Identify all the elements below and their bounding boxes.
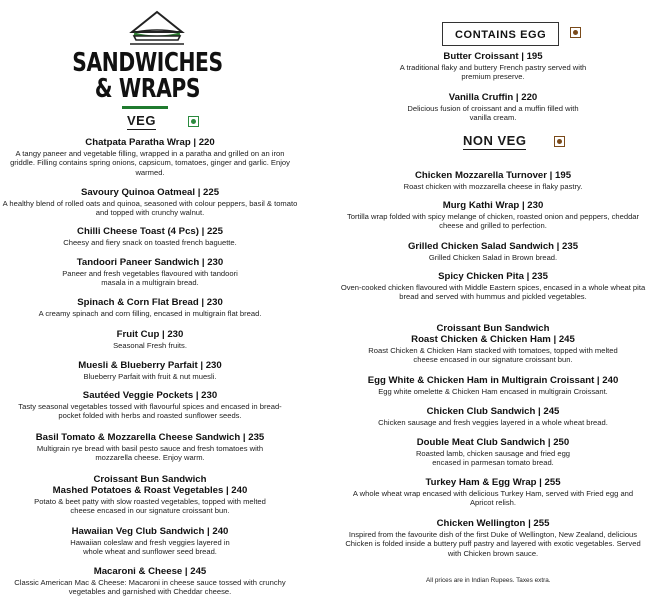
item-name: Butter Croissant | 195 bbox=[443, 51, 543, 62]
item-description: Delicious fusion of croissant and a muffin filled with vanilla cream. bbox=[407, 104, 579, 123]
item-description: Classic American Mac & Cheese: Macaroni in cheese sauce tossed with crunchy vegetables and garnished with Cheddar cheese. bbox=[14, 578, 286, 597]
item-description: Oven-cooked chicken flavoured with Middle Eastern spices, encased in a whole wheat pita bread and served with hummus and pickled vegetables. bbox=[340, 283, 646, 302]
item-description: Cheesy and fiery snack on toasted french baguette. bbox=[63, 238, 237, 247]
menu-item-nonveg-9 bbox=[338, 477, 648, 508]
menu-item-veg-4 bbox=[0, 257, 300, 288]
menu-item-veg-1 bbox=[0, 137, 300, 177]
nonveg-symbol-icon bbox=[554, 136, 565, 147]
menu-item-nonveg-8 bbox=[338, 437, 648, 468]
item-description: A traditional flaky and buttery French pastry served with premium preserve. bbox=[399, 63, 587, 82]
item-name: Macaroni & Cheese | 245 bbox=[93, 566, 207, 577]
item-description: Tortilla wrap folded with spicy melange of chicken, roasted onion and peppers, cheddar cheese and grilled to perfection. bbox=[346, 212, 640, 231]
item-description: Roasted lamb, chicken sausage and fried egg encased in parmesan tomato bread. bbox=[415, 449, 571, 468]
item-name: Savoury Quinoa Oatmeal | 225 bbox=[80, 187, 220, 198]
veg-symbol-icon bbox=[188, 116, 199, 127]
item-name: Egg White & Chicken Ham in Multigrain Croissant | 240 bbox=[367, 375, 619, 386]
menu-item-egg-2 bbox=[338, 92, 648, 123]
item-description: Egg white omelette & Chicken Ham encased in multigrain Croissant. bbox=[378, 387, 608, 396]
item-description: Grilled Chicken Salad in Brown bread. bbox=[428, 253, 558, 262]
item-description: Hawaiian coleslaw and fresh veggies layered in whole wheat and sunflower seed bread. bbox=[70, 538, 230, 557]
veg-heading-label: VEG bbox=[127, 113, 156, 128]
menu-item-veg-3 bbox=[0, 226, 300, 247]
menu-item-veg-9 bbox=[0, 432, 300, 463]
menu-item-nonveg-4 bbox=[338, 271, 648, 302]
item-name: Hawaiian Veg Club Sandwich | 240 bbox=[71, 526, 229, 537]
nonveg-section-heading bbox=[463, 133, 565, 150]
item-name: Croissant Bun Sandwich Roast Chicken & Chicken Ham | 245 bbox=[411, 323, 575, 345]
item-description: A healthy blend of rolled oats and quinoa, seasoned with colour peppers, basil & tomato and topped with crunchy walnut. bbox=[2, 199, 298, 218]
page-title-line2: & WRAPS bbox=[94, 74, 201, 104]
menu-item-nonveg-6 bbox=[338, 375, 648, 396]
item-name: Croissant Bun Sandwich Mashed Potatoes & Roast Vegetables | 240 bbox=[52, 474, 248, 496]
page-title-line1: SANDWICHES bbox=[72, 48, 223, 78]
item-name: Basil Tomato & Mozzarella Cheese Sandwich | 235 bbox=[35, 432, 265, 443]
item-description: Inspired from the favourite dish of the first Duke of Wellington, New Zealand, delicious Chicken is folded inside a buttery puff pastry and layered with exotic vegetables. Served with Chicken brown sauce. bbox=[345, 530, 641, 558]
menu-item-nonveg-3 bbox=[338, 241, 648, 262]
item-description: A whole wheat wrap encased with delicious Turkey Ham, served with Fried egg and Apricot relish. bbox=[352, 489, 634, 508]
menu-item-veg-5 bbox=[0, 297, 300, 318]
item-name: Chicken Club Sandwich | 245 bbox=[426, 406, 560, 417]
item-name: Double Meat Club Sandwich | 250 bbox=[416, 437, 570, 448]
item-description: Potato & beet patty with slow roasted vegetables, topped with melted cheese encased in our signature croissant bun. bbox=[34, 497, 266, 516]
menu-item-veg-2 bbox=[0, 187, 300, 218]
menu-item-veg-11 bbox=[0, 526, 300, 557]
item-description: Blueberry Parfait with fruit & nut muesli. bbox=[83, 372, 217, 381]
menu-item-veg-8 bbox=[0, 390, 300, 421]
item-name: Muesli & Blueberry Parfait | 230 bbox=[78, 360, 222, 371]
item-description: A tangy paneer and vegetable filling, wrapped in a paratha and grilled on an iron griddle. Filling contains spring onions, capsicum, tomatoes, ginger and garlic. Enjoy warmed. bbox=[10, 149, 290, 177]
menu-item-nonveg-10 bbox=[338, 518, 648, 558]
item-description: Multigrain rye bread with basil pesto sauce and fresh tomatoes with mozzarella cheese. Enjoy warm. bbox=[36, 444, 264, 463]
footer-note: All prices are in Indian Rupees. Taxes extra. bbox=[426, 577, 551, 584]
nonveg-heading-label: NON VEG bbox=[463, 133, 527, 148]
item-description: A creamy spinach and corn filling, encased in multigrain flat bread. bbox=[38, 309, 262, 318]
menu-item-nonveg-2 bbox=[338, 200, 648, 231]
egg-symbol-icon bbox=[570, 27, 581, 38]
sandwich-icon bbox=[126, 6, 188, 48]
item-name: Murg Kathi Wrap | 230 bbox=[442, 200, 544, 211]
item-name: Chilli Cheese Toast (4 Pcs) | 225 bbox=[77, 226, 223, 237]
item-name: Spinach & Corn Flat Bread | 230 bbox=[77, 297, 223, 308]
menu-item-nonveg-5 bbox=[338, 323, 648, 365]
item-name: Tandoori Paneer Sandwich | 230 bbox=[76, 257, 224, 268]
item-name: Spicy Chicken Pita | 235 bbox=[438, 271, 548, 282]
menu-item-veg-10 bbox=[0, 474, 300, 516]
item-description: Roast Chicken & Chicken Ham stacked with tomatoes, topped with melted cheese encased in our signature croissant bun. bbox=[368, 346, 618, 365]
item-description: Roast chicken with mozzarella cheese in flaky pastry. bbox=[403, 182, 583, 191]
menu-item-nonveg-7 bbox=[338, 406, 648, 427]
item-name: Chicken Wellington | 255 bbox=[436, 518, 550, 529]
menu-item-nonveg-1 bbox=[338, 170, 648, 191]
menu-item-veg-12 bbox=[0, 566, 300, 597]
item-description: Tasty seasonal vegetables tossed with flavourful spices and encased in bread-pocket folded with herbs and roasted sunflower seeds. bbox=[18, 402, 282, 421]
veg-section-heading bbox=[127, 113, 199, 130]
title-divider bbox=[122, 106, 168, 109]
contains-egg-heading: CONTAINS EGG bbox=[455, 29, 547, 41]
item-description: Paneer and fresh vegetables flavoured with tandoori masala in a multigrain bread. bbox=[62, 269, 238, 288]
item-name: Chicken Mozzarella Turnover | 195 bbox=[414, 170, 572, 181]
menu-item-veg-6 bbox=[0, 329, 300, 350]
item-description: Seasonal Fresh fruits. bbox=[113, 341, 187, 350]
item-name: Chatpata Paratha Wrap | 220 bbox=[85, 137, 215, 148]
item-name: Grilled Chicken Salad Sandwich | 235 bbox=[407, 241, 579, 252]
item-name: Turkey Ham & Egg Wrap | 255 bbox=[425, 477, 561, 488]
item-name: Vanilla Cruffin | 220 bbox=[448, 92, 538, 103]
menu-item-veg-7 bbox=[0, 360, 300, 381]
item-name: Fruit Cup | 230 bbox=[116, 329, 184, 340]
contains-egg-heading-box bbox=[442, 22, 559, 46]
item-name: Sautéed Veggie Pockets | 230 bbox=[82, 390, 218, 401]
menu-item-egg-1 bbox=[338, 51, 648, 82]
item-description: Chicken sausage and fresh veggies layered in a whole wheat bread. bbox=[378, 418, 608, 427]
